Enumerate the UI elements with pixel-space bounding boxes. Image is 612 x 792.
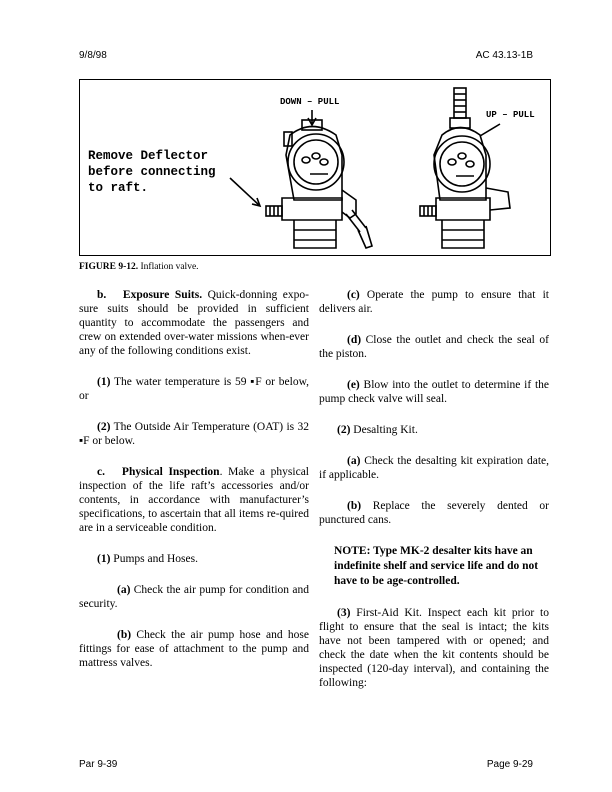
para-b1: (1) The water temperature is 59 ▪F or below, or — [79, 376, 309, 402]
footer-paragraph: Par 9-39 — [79, 759, 118, 770]
inflation-valve-drawing — [80, 80, 551, 256]
figure-inflation-valve — [79, 79, 551, 256]
callout-line-1: Remove Deflector — [88, 149, 209, 163]
para-c2b: (b) Replace the severely dented or punctured cans. — [319, 500, 549, 526]
left-column — [79, 288, 309, 687]
para-c2a: (a) Check the desalting kit expiration date, if applicable. — [319, 455, 549, 481]
para-c1: (1) Pumps and Hoses. — [97, 553, 198, 565]
para-b2: (2) The Outside Air Temperature (OAT) is 32 ▪F or below. — [79, 421, 309, 447]
note-desalter-kits: NOTE: Type MK-2 desalter kits have an indefinite shelf and service life and do not have to be age-controlled. — [334, 545, 539, 587]
para-c2: (2) Desalting Kit. — [337, 424, 418, 436]
left-valve-icon — [266, 120, 372, 248]
header-doc-number: AC 43.13-1B — [475, 50, 533, 61]
figure-number: FIGURE 9-12. — [79, 262, 139, 272]
figure-caption — [79, 262, 199, 272]
para-c1d: (d) Close the outlet and check the seal of the piston. — [319, 334, 549, 360]
para-c1e: (e) Blow into the outlet to determine if the pump check valve will seal. — [319, 379, 549, 405]
para-c1a: (a) Check the air pump for condition and security. — [79, 584, 309, 610]
para-c3: (3) First-Aid Kit. Inspect each kit prior to flight to ensure that the seal is intact; the kits have not been tampered with or opened; and check the date when the kit contents should be inspected (120-day interval), and containing the following: — [319, 607, 549, 689]
para-c1c: (c) Operate the pump to ensure that it delivers air. — [319, 289, 549, 315]
para-c1b: (b) Check the air pump hose and hose fittings for ease of attachment to the pump and mattress valves. — [79, 629, 309, 669]
footer-page-number: Page 9-29 — [486, 759, 533, 770]
right-column — [319, 288, 549, 707]
header-date: 9/8/98 — [79, 50, 107, 61]
callout-line-3: to raft. — [88, 181, 149, 195]
down-pull-label: DOWN – PULL — [280, 97, 340, 107]
para-b: b. Exposure Suits. Quick-donning expo-sure suits should be provided in sufficient quantity to accommodate the passengers and crew on extended over-water missions when-ever any of the following conditions exist. — [79, 289, 309, 357]
up-pull-label: UP – PULL — [486, 110, 535, 120]
callout-line-2: before connecting — [88, 165, 216, 179]
para-c: c. Physical Inspection. Make a physical inspection of the life raft’s accessories and/or contents, in accordance with manufacturer’s specifications, to ascertain that all items re-quired are in a serviceable condition. — [79, 466, 309, 534]
figure-title: Inflation valve. — [138, 262, 199, 272]
